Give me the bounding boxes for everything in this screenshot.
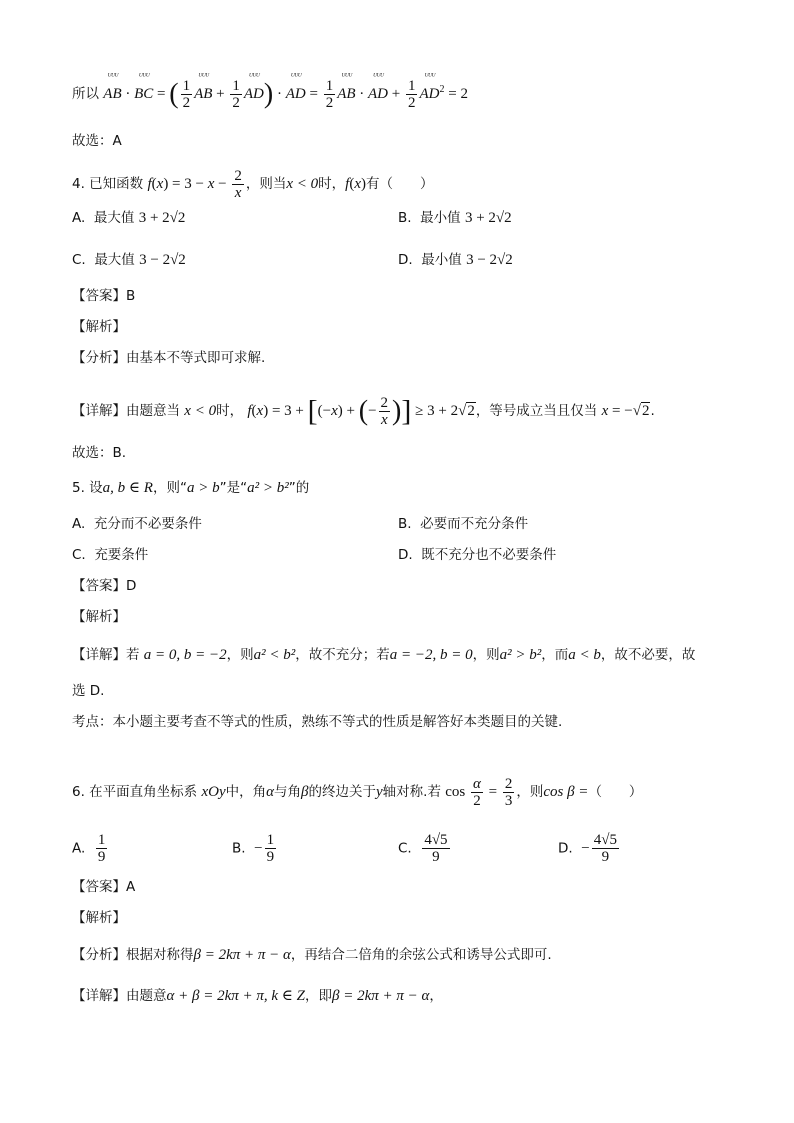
q5-answer: 【答案】D bbox=[72, 578, 137, 594]
q4-detail-formula: f(x) = 3 + [(−x) + (− $\frac{2}{x}$ )] ≥ 3 + 2√2 bbox=[247, 394, 475, 428]
q6-fenxi: 【分析】根据对称得β = 2kπ + π − α，再结合二倍角的余弦公式和诱导公式即可. bbox=[72, 947, 552, 963]
q4-analysis-tag: 【解析】 bbox=[72, 319, 126, 335]
q3-vector-formula: AB ᵁᵁᵁ · BC ᵁᵁᵁ = ( $\frac{1}{2}$ AB ᵁᵁᵁ + $\frac{1}{2}$ AD ᵁᵁᵁ ) · AD ᵁᵁᵁ = $\frac{1}{2}$ AB ᵁᵁᵁ · AD ᵁᵁᵁ + $\frac{1}{2}$ AD ᵁᵁᵁ $^2$ = 2 bbox=[103, 70, 468, 111]
q3-equals-tail: = 2 bbox=[448, 85, 468, 102]
q5-option-a[interactable]: A. 充分而不必要条件 bbox=[72, 516, 202, 532]
q3-prefix: 所以 bbox=[72, 85, 99, 102]
q4-fenxi: 【分析】由基本不等式即可求解. bbox=[72, 350, 266, 366]
q6-option-b[interactable]: B. − $\frac{1}{9}$ bbox=[232, 832, 275, 865]
q5-detail-line2: 选 D. bbox=[72, 683, 105, 699]
q6-answer: 【答案】A bbox=[72, 879, 136, 895]
q4-option-c[interactable]: C. 最大值 3 − 2√2 bbox=[72, 252, 186, 268]
q5-stem: 5. 设a, b ∈ R，则“a > b”是“a² > b²”的 bbox=[72, 480, 310, 496]
q3-result-line bbox=[72, 70, 468, 111]
q4-option-a[interactable]: A. 最大值 3 + 2√2 bbox=[72, 210, 186, 226]
q4-answer: 【答案】B bbox=[72, 288, 136, 304]
q6-option-d[interactable]: D. − $\frac{4√5}{9}$ bbox=[558, 832, 617, 865]
q6-stem: 6. 在平面直角坐标系 xOy中，角α与角β的终边关于y轴对称.若 cos $\frac{\alpha}{2}$ = $\frac{2}{3}$ ，则cos β =（ ） bbox=[72, 776, 643, 809]
q6-detail: 【详解】由题意α + β = 2kπ + π, k ∈ Z，即β = 2kπ + π − α， bbox=[72, 988, 443, 1004]
q6-analysis-tag: 【解析】 bbox=[72, 910, 126, 926]
q6-option-c[interactable]: C. $\frac{4√5}{9}$ bbox=[398, 832, 448, 865]
q5-analysis-tag: 【解析】 bbox=[72, 609, 126, 625]
q5-detail: 【详解】若 a = 0, b = −2，则a² < b²，故不充分；若a = −2, b = 0，则a² > b²，而a < b，故不必要，故 bbox=[72, 647, 696, 663]
q6-cos-alpha-half: cos $\frac{\alpha}{2}$ = $\frac{2}{3}$ bbox=[445, 776, 513, 809]
q4-detail: 【详解】由题意当 x < 0时， f(x) = 3 + [(−x) + (− $\frac{2}{x}$ )] ≥ 3 + 2√2，等号成立当且仅当 x = −√2. bbox=[72, 394, 655, 428]
q4-conclusion: 故选：B. bbox=[72, 445, 127, 461]
q6-option-a[interactable]: A. $\frac{1}{9}$ bbox=[72, 832, 106, 865]
q3-conclusion: 故选：A bbox=[72, 133, 122, 149]
q5-option-b[interactable]: B. 必要而不充分条件 bbox=[398, 516, 529, 532]
q5-option-d[interactable]: D. 既不充分也不必要条件 bbox=[398, 547, 557, 563]
q4-stem: 4. 已知函数 f(x) = 3 − x − $\frac{2}{x}$ ，则当x < 0时，f(x)有（ ） bbox=[72, 168, 434, 201]
q4-function: f(x) = 3 − x − $\frac{2}{x}$ bbox=[147, 168, 242, 201]
q4-option-b[interactable]: B. 最小值 3 + 2√2 bbox=[398, 210, 512, 226]
q5-option-c[interactable]: C. 充要条件 bbox=[72, 547, 149, 563]
q5-kaodian: 考点：本小题主要考查不等式的性质，熟练不等式的性质是解答好本类题目的关键. bbox=[72, 714, 563, 730]
q4-option-d[interactable]: D. 最小值 3 − 2√2 bbox=[398, 252, 513, 268]
